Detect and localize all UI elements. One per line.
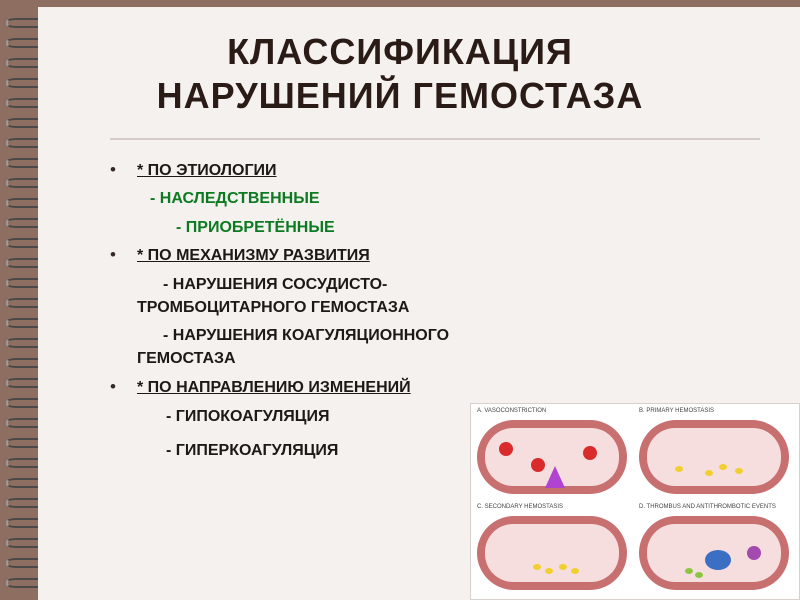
red-cell (583, 446, 597, 460)
slide-title (100, 30, 700, 118)
hemostasis-illustration (470, 403, 800, 600)
title-line-1: КЛАССИФИКАЦИЯ (227, 31, 573, 72)
platelet (675, 466, 683, 472)
bullet-mechanism: * ПО МЕХАНИЗМУ РАЗВИТИЯ (137, 247, 370, 264)
bullet-dot: • (110, 377, 116, 396)
bullet-dot: • (110, 160, 116, 179)
bullet-dot: • (110, 245, 116, 264)
platelet (533, 564, 541, 570)
panel-thrombus: D. THROMBUS AND ANTITHROMBOTIC EVENTS (635, 502, 795, 598)
leukocyte (747, 546, 761, 560)
item-hypocoagulation: - ГИПОКОАГУЛЯЦИЯ (166, 408, 330, 425)
vessel-lumen (647, 428, 781, 486)
item-acquired: - ПРИОБРЕТЁННЫЕ (176, 219, 335, 236)
platelet (695, 572, 703, 578)
item-coagulation-a: - НАРУШЕНИЯ КОАГУЛЯЦИОННОГО (163, 327, 450, 344)
platelet (705, 470, 713, 476)
item-coagulation-b: ГЕМОСТАЗА (137, 350, 236, 367)
platelet (735, 468, 743, 474)
item-vascular-platelet-a: - НАРУШЕНИЯ СОСУДИСТО- (163, 276, 388, 293)
title-divider (110, 138, 760, 140)
arrow-icon (545, 466, 565, 488)
panel-primary-hemostasis: B. PRIMARY HEMOSTASIS (635, 406, 795, 502)
red-cell (531, 458, 545, 472)
item-hereditary: - НАСЛЕДСТВЕННЫЕ (150, 190, 320, 207)
bullet-etiology: * ПО ЭТИОЛОГИИ (137, 162, 277, 179)
platelet (719, 464, 727, 470)
item-vascular-platelet-b: ТРОМБОЦИТАРНОГО ГЕМОСТАЗА (137, 299, 410, 316)
platelet (545, 568, 553, 574)
panel-secondary-hemostasis: C. SECONDARY HEMOSTASIS (473, 502, 633, 598)
panel-vasoconstriction: A. VASOCONSTRICTION (473, 406, 633, 502)
title-line-2: НАРУШЕНИЙ ГЕМОСТАЗА (156, 75, 644, 116)
platelet (685, 568, 693, 574)
bullet-direction: * ПО НАПРАВЛЕНИЮ ИЗМЕНЕНИЙ (137, 379, 411, 396)
platelet (571, 568, 579, 574)
vessel-lumen (485, 524, 619, 582)
thrombus-cell (705, 550, 731, 570)
item-hypercoagulation: - ГИПЕРКОАГУЛЯЦИЯ (166, 442, 339, 459)
platelet (559, 564, 567, 570)
red-cell (499, 442, 513, 456)
